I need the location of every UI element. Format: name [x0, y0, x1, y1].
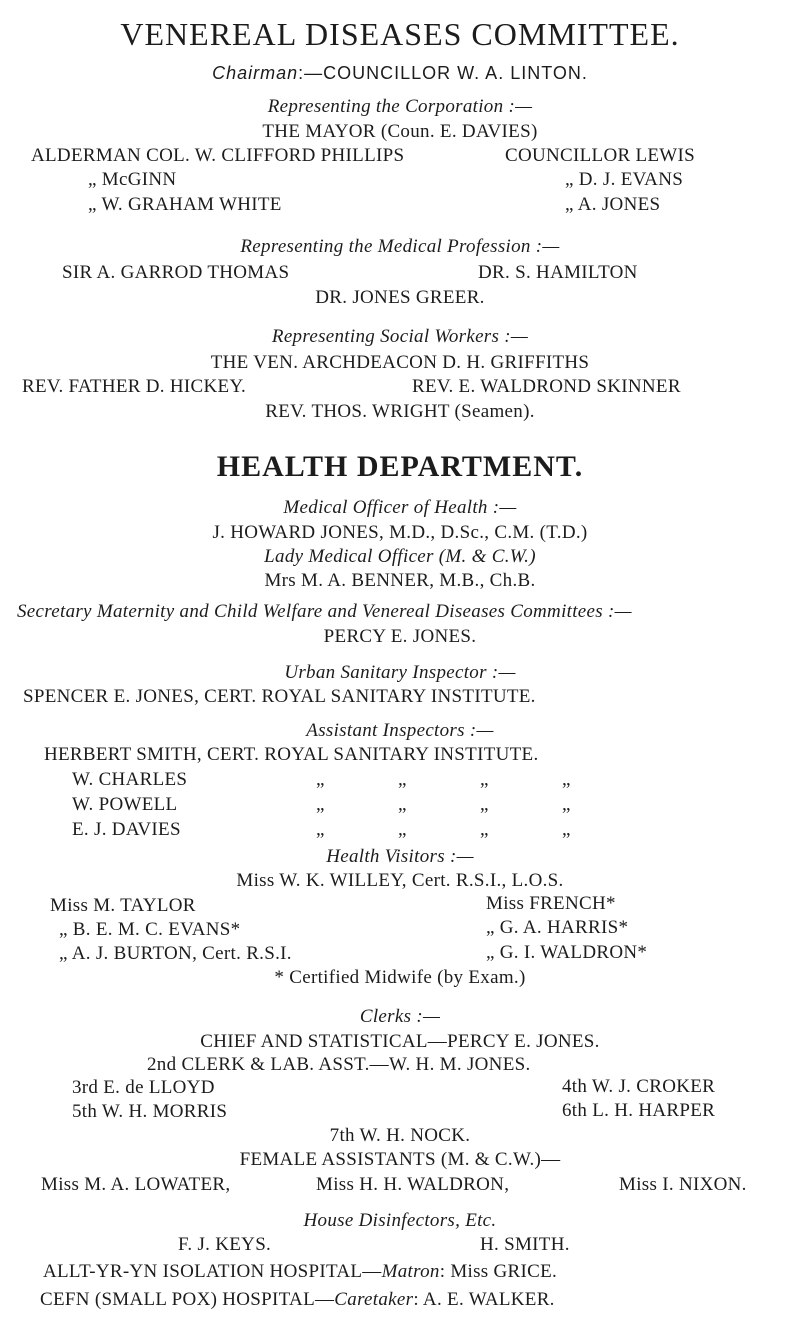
medical-heading: Representing the Medical Profession :—: [240, 236, 560, 257]
female-assistant: Miss M. A. LOWATER,: [41, 1174, 231, 1195]
ditto-mark: „: [562, 769, 571, 790]
assistant-row-dittos: [316, 769, 644, 791]
visitors-heading: Health Visitors :—: [326, 846, 474, 867]
corporation-evans: „ D. J. EVANS: [565, 169, 684, 190]
disinfectors-heading: House Disinfectors, Etc.: [303, 1210, 497, 1231]
allt-name: : Miss GRICE.: [439, 1261, 558, 1282]
corporation-alderman: ALDERMAN COL. W. CLIFFORD PHILLIPS: [31, 145, 405, 166]
assistant-smith: HERBERT SMITH, CERT. ROYAL SANITARY INSTITUTE.: [44, 744, 539, 765]
assistant-heading: Assistant Inspectors :—: [306, 720, 494, 741]
visitor-right: Miss FRENCH*: [486, 893, 616, 914]
visitor-left: „ A. J. BURTON, Cert. R.S.I.: [59, 943, 292, 964]
ditto-mark: „: [480, 819, 489, 840]
certified-note: * Certified Midwife (by Exam.): [274, 967, 526, 988]
corporation-white: „ W. GRAHAM WHITE: [88, 194, 282, 215]
urban-heading: Urban Sanitary Inspector :—: [284, 662, 516, 683]
medical-hamilton: DR. S. HAMILTON: [478, 262, 638, 283]
ditto-mark: „: [398, 794, 407, 815]
assistant-row-dittos: [316, 819, 644, 841]
assistant-row: W. POWELL: [72, 794, 178, 815]
corporation-mcginn: „ McGINN: [88, 169, 177, 190]
committee-title: VENEREAL DISEASES COMMITTEE.: [120, 16, 680, 52]
corporation-line-1: THE MAYOR (Coun. E. DAVIES): [262, 121, 538, 142]
female-assistant: Miss H. H. WALDRON,: [316, 1174, 510, 1195]
assistant-row: W. CHARLES: [72, 769, 188, 790]
visitor-left: Miss M. TAYLOR: [50, 895, 196, 916]
chairman-label: Chairman: [212, 63, 299, 83]
visitors-willey: Miss W. K. WILLEY, Cert. R.S.I., L.O.S.: [236, 870, 564, 891]
clerks-seventh: 7th W. H. NOCK.: [329, 1125, 471, 1146]
clerks-heading: Clerks :—: [359, 1006, 441, 1027]
cefn-hospital-line: [40, 1289, 555, 1311]
corporation-jones: „ A. JONES: [565, 194, 661, 215]
ditto-mark: „: [398, 769, 407, 790]
ditto-mark: „: [562, 794, 571, 815]
lady-name: Mrs M. A. BENNER, M.B., Ch.B.: [264, 570, 536, 591]
secretary-heading: Secretary Maternity and Child Welfare and Venereal Diseases Committees :—: [17, 601, 632, 622]
ditto-mark: „: [562, 819, 571, 840]
allt-hospital-label: ALLT-YR-YN ISOLATION HOSPITAL—: [43, 1261, 382, 1282]
secretary-name: PERCY E. JONES.: [323, 626, 477, 647]
corporation-councillor: COUNCILLOR LEWIS: [505, 145, 696, 166]
allt-role: Matron: [381, 1261, 440, 1282]
clerks-chief: CHIEF AND STATISTICAL—PERCY E. JONES.: [200, 1031, 600, 1052]
clerks-second: 2nd CLERK & LAB. ASST.—W. H. M. JONES.: [147, 1054, 531, 1075]
ditto-mark: „: [316, 769, 325, 790]
social-hickey: REV. FATHER D. HICKEY.: [22, 376, 247, 397]
female-assistant: Miss I. NIXON.: [619, 1174, 747, 1195]
social-wright: REV. THOS. WRIGHT (Seamen).: [265, 401, 535, 422]
clerks-left: 5th W. H. MORRIS: [72, 1101, 228, 1122]
health-title: HEALTH DEPARTMENT.: [216, 450, 584, 483]
corporation-heading: Representing the Corporation :—: [267, 96, 533, 117]
cefn-name: : A. E. WALKER.: [413, 1289, 555, 1310]
disinfector: H. SMITH.: [480, 1234, 570, 1255]
moh-heading: Medical Officer of Health :—: [283, 497, 517, 518]
clerks-left: 3rd E. de LLOYD: [72, 1077, 215, 1098]
disinfector: F. J. KEYS.: [178, 1234, 272, 1255]
ditto-mark: „: [316, 794, 325, 815]
ditto-mark: „: [480, 794, 489, 815]
chairman-line: [0, 63, 800, 84]
medical-thomas: SIR A. GARROD THOMAS: [62, 262, 290, 283]
visitor-left: „ B. E. M. C. EVANS*: [59, 919, 241, 940]
lady-heading: Lady Medical Officer (M. & C.W.): [264, 546, 536, 567]
cefn-hospital-label: CEFN (SMALL POX) HOSPITAL—: [40, 1289, 335, 1310]
clerks-right: 4th W. J. CROKER: [562, 1076, 716, 1097]
female-heading: FEMALE ASSISTANTS (M. & C.W.)—: [239, 1149, 561, 1170]
ditto-mark: „: [480, 769, 489, 790]
visitor-right: „ G. A. HARRIS*: [486, 917, 629, 938]
assistant-row-dittos: [316, 794, 644, 816]
social-skinner: REV. E. WALDROND SKINNER: [412, 376, 681, 397]
ditto-mark: „: [398, 819, 407, 840]
allt-hospital-line: [43, 1261, 557, 1283]
chairman-name: :—COUNCILLOR W. A. LINTON.: [298, 63, 588, 83]
medical-greer: DR. JONES GREER.: [315, 287, 485, 308]
moh-name: J. HOWARD JONES, M.D., D.Sc., C.M. (T.D.): [212, 522, 588, 543]
cefn-role: Caretaker: [334, 1289, 414, 1310]
urban-name: SPENCER E. JONES, CERT. ROYAL SANITARY INSTITUTE.: [23, 686, 536, 707]
ditto-mark: „: [316, 819, 325, 840]
visitor-right: „ G. I. WALDRON*: [486, 942, 648, 963]
clerks-right: 6th L. H. HARPER: [562, 1100, 716, 1121]
social-griffiths: THE VEN. ARCHDEACON D. H. GRIFFITHS: [210, 352, 590, 373]
assistant-row: E. J. DAVIES: [72, 819, 181, 840]
social-heading: Representing Social Workers :—: [271, 326, 529, 347]
